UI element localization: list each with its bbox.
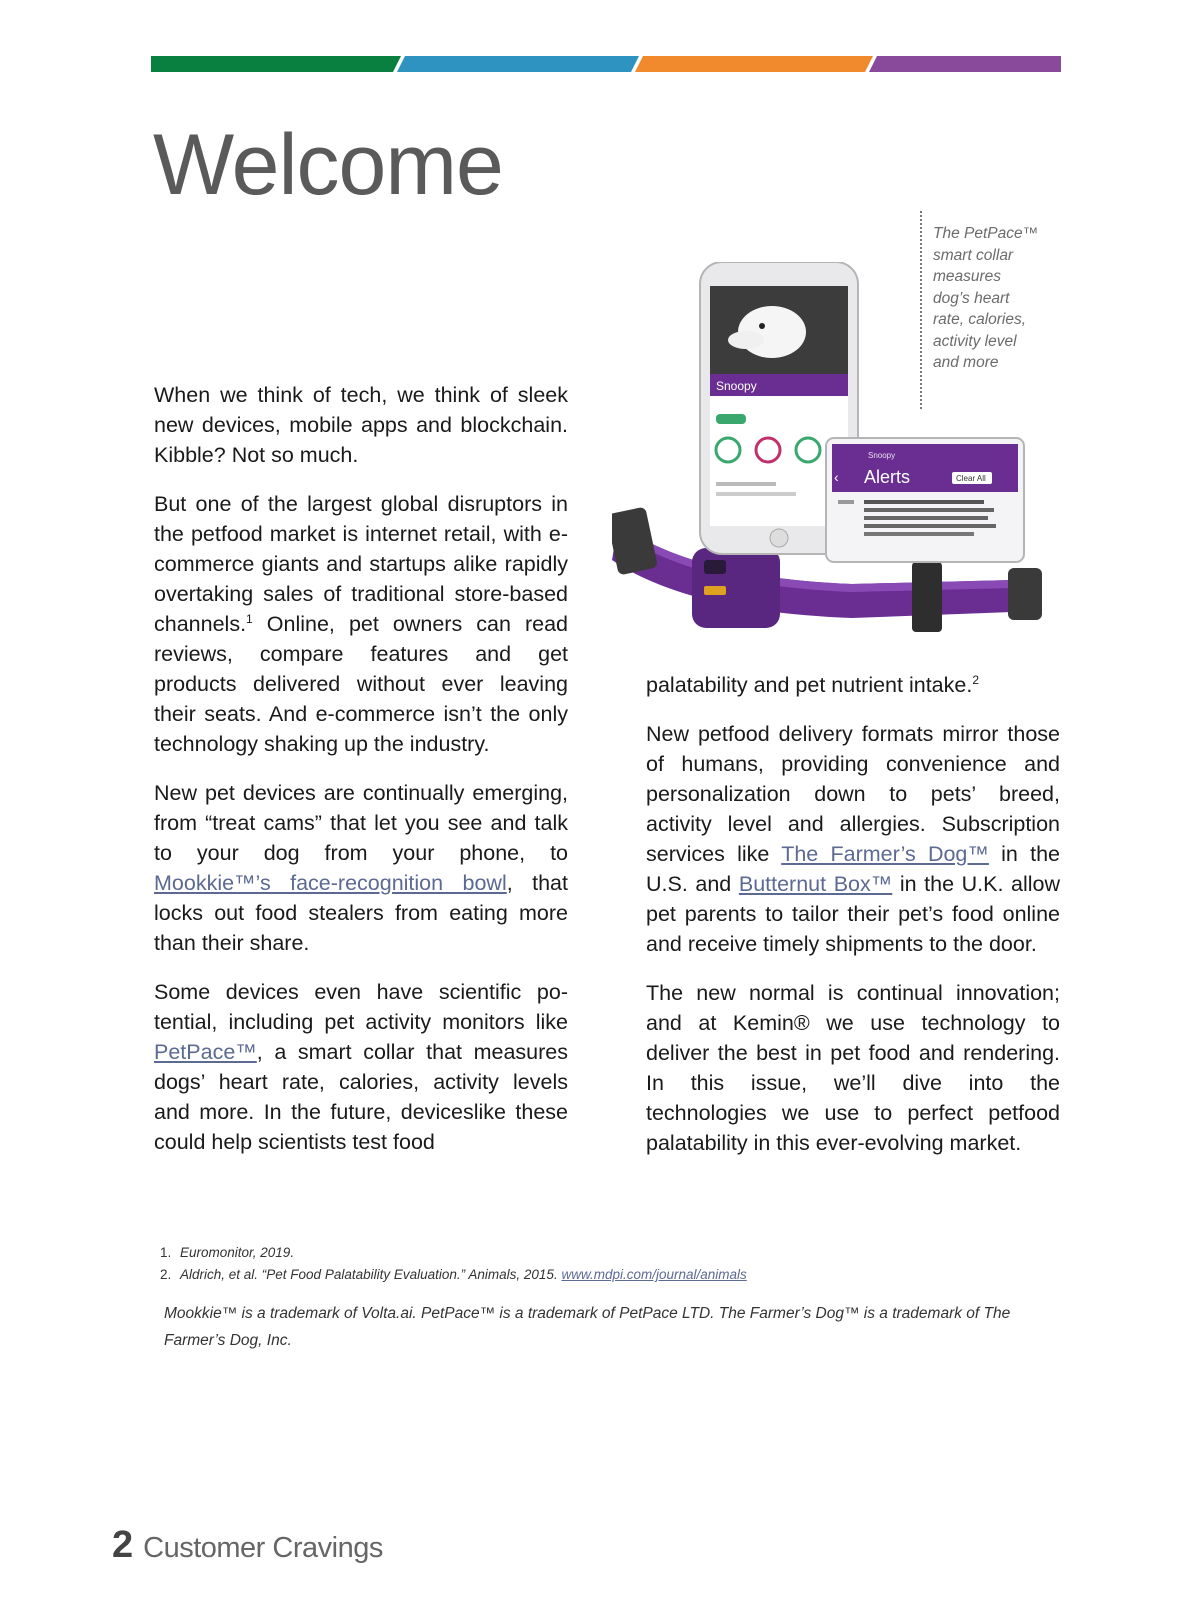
header-color-bar	[151, 56, 1061, 72]
tablet-image	[826, 438, 1024, 562]
publication-name: Customer Cravings	[143, 1532, 383, 1564]
mdpi-link[interactable]: www.mdpi.com/journal/animals	[561, 1267, 747, 1282]
footnotes	[160, 1242, 1060, 1286]
paragraph: New pet devices are continually emerging, from “treat cams” that let you see and talk to your dog from your phone, to Mookkie™’s face-recognition bowl, that locks out food stealers from eating more than their share.	[154, 781, 568, 955]
paragraph: New petfood delivery formats mirror those of humans, providing convenience and personalization down to pets’ breed, activity level and allergies. Subscription services like The Farmer’s Dog™ in the U.S. and Butternut Box™ in the U.K. allow pet parents to tailor their pet’s food online and receive timely shipments to the door.	[646, 722, 1061, 956]
footnote-ref-1[interactable]: 1	[246, 612, 253, 626]
paragraph: When we think of tech, we think of sleek new devices, mobile apps and blockchain. Kibble? Not so much.	[154, 383, 568, 467]
farmers-dog-link[interactable]: The Farmer’s Dog™	[781, 842, 989, 866]
paragraph: Some devices even have scientific potential, including pet activity monitors like PetPace™, a smart collar that measures dogs’ heart rate, calories, activity levels and more. In the future, deviceslike these could help scientists test food	[154, 980, 568, 1154]
tablet-app-name: Snoopy	[868, 451, 896, 460]
left-column	[154, 380, 568, 1176]
color-bar-purple	[869, 56, 1061, 72]
color-bar-orange	[635, 56, 873, 72]
page-title: Welcome	[153, 117, 503, 213]
tablet-screen-title: Alerts	[864, 467, 911, 487]
petpace-link[interactable]: PetPace™	[154, 1040, 257, 1064]
footnote-2: 2. Aldrich, et al. “Pet Food Palatability Evaluation.” Animals, 2015. www.mdpi.com/journal/animals	[160, 1267, 747, 1282]
paragraph: But one of the largest global disruptors in the petfood market is internet retail, with e-commerce giants and startups alike rapidly overtaking sales of traditional store-based channels.$^1$ Online, pet owners can read reviews, compare features and get products delivered without ever leaving their seats. And e-commerce isn’t the only technology shaking up the industry.	[154, 492, 568, 756]
mookkie-link[interactable]: Mookkie™’s face-recognition bowl	[154, 871, 507, 895]
color-bar-blue	[397, 56, 639, 72]
footnote-1: 1. Euromonitor, 2019.	[160, 1245, 295, 1260]
clear-all-button: Clear All	[956, 474, 986, 483]
image-caption: The PetPace™ smart collar measures dog’s heart rate, calories, activity level and more	[920, 211, 1040, 409]
butternut-box-link[interactable]: Butternut Box™	[738, 872, 893, 896]
phone-app-name: Snoopy	[716, 379, 757, 393]
page-number: 2	[112, 1524, 134, 1566]
color-bar-green	[151, 56, 401, 72]
svg-text:‹: ‹	[834, 469, 839, 485]
right-column	[646, 670, 1060, 1177]
trademark-notice: Mookkie™ is a trademark of Volta.ai. PetPace™ is a trademark of PetPace LTD. The Farmer’s Dog™ is a trademark of The Farmer’s Dog, Inc.	[164, 1305, 1011, 1349]
footnote-ref-2[interactable]: 2	[972, 673, 979, 687]
page-footer	[112, 1524, 383, 1567]
paragraph: The new normal is continual innovation; and at Kemin® we use technology to deliver the best in pet food and rendering. In this issue, we’ll dive into the technologies we use to perfect petfood palatability in this ever-evolving market.	[646, 981, 1060, 1155]
paragraph: palatability and pet nutrient intake.$^2$	[646, 673, 979, 697]
